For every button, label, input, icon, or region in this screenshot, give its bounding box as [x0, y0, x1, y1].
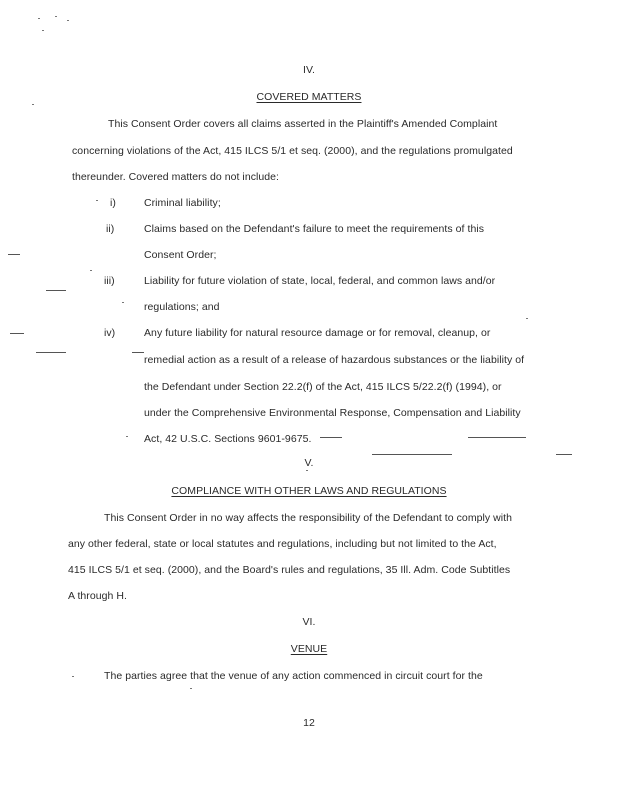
page-number: 12 [303, 717, 315, 729]
scan-mark [556, 454, 572, 455]
scan-mark [36, 352, 66, 353]
list-item-text: Act, 42 U.S.C. Sections 9601-9675. [144, 433, 312, 445]
section-iv-paragraph-line: This Consent Order covers all claims asserted in the Plaintiff's Amended Complaint [108, 118, 498, 130]
list-item-numeral: iii) [104, 275, 115, 287]
scan-mark [372, 454, 452, 455]
scan-mark [468, 437, 526, 438]
scan-speck [122, 302, 124, 303]
list-item-text: regulations; and [144, 301, 220, 313]
scan-speck [190, 688, 192, 689]
list-item-text: remedial action as a result of a release of hazardous substances or the liability of [144, 354, 525, 366]
section-v-paragraph-line: A through H. [68, 590, 127, 602]
section-v-paragraph-line: any other federal, state or local statutes and regulations, including but not limited to the Act, [68, 538, 497, 550]
section-v-paragraph-line: This Consent Order in no way affects the responsibility of the Defendant to comply with [104, 512, 513, 524]
scan-mark [10, 333, 24, 334]
section-vi-paragraph-line: The parties agree that the venue of any action commenced in circuit court for the [104, 670, 483, 682]
list-item-text: Criminal liability; [144, 197, 221, 209]
list-item-numeral: iv) [104, 327, 116, 339]
list-item-text: under the Comprehensive Environmental Response, Compensation and Liability [144, 407, 521, 419]
list-item-text: Claims based on the Defendant's failure to meet the requirements of this [144, 223, 485, 235]
list-item-numeral: ii) [106, 223, 115, 235]
scan-speck [90, 270, 92, 271]
scan-speck [38, 18, 40, 19]
scan-mark [8, 254, 20, 255]
list-item-numeral: i) [110, 197, 116, 209]
scan-speck [32, 104, 34, 105]
scan-speck [72, 676, 74, 677]
list-item-text: Liability for future violation of state, local, federal, and common laws and/or [144, 275, 496, 287]
scan-mark [46, 290, 66, 291]
section-iv-number: IV. [302, 64, 316, 76]
scan-speck [306, 470, 308, 471]
section-v-title: COMPLIANCE WITH OTHER LAWS AND REGULATIONS [171, 485, 447, 497]
section-vi-number: VI. [302, 616, 316, 628]
scan-speck [55, 16, 57, 17]
section-iv-paragraph-line: concerning violations of the Act, 415 ILCS 5/1 et seq. (2000), and the regulations promulgated [72, 145, 513, 157]
scan-speck [42, 30, 44, 31]
section-iv-paragraph-line: thereunder. Covered matters do not include: [72, 171, 280, 183]
list-item-text: Consent Order; [144, 249, 217, 261]
list-item-text: Any future liability for natural resource damage or for removal, cleanup, or [144, 327, 491, 339]
scan-speck [126, 436, 128, 437]
scan-speck [96, 200, 98, 201]
section-v-number: V. [304, 457, 314, 469]
section-iv-title: COVERED MATTERS [256, 91, 362, 103]
scan-speck [67, 20, 69, 21]
section-v-paragraph-line: 415 ILCS 5/1 et seq. (2000), and the Board's rules and regulations, 35 Ill. Adm. Code Subtitles [68, 564, 511, 576]
scan-mark [320, 437, 342, 438]
scan-mark [132, 352, 144, 353]
section-vi-title: VENUE [290, 643, 328, 655]
list-item-text: the Defendant under Section 22.2(f) of the Act, 415 ILCS 5/22.2(f) (1994), or [144, 381, 502, 393]
scan-speck [526, 318, 528, 319]
